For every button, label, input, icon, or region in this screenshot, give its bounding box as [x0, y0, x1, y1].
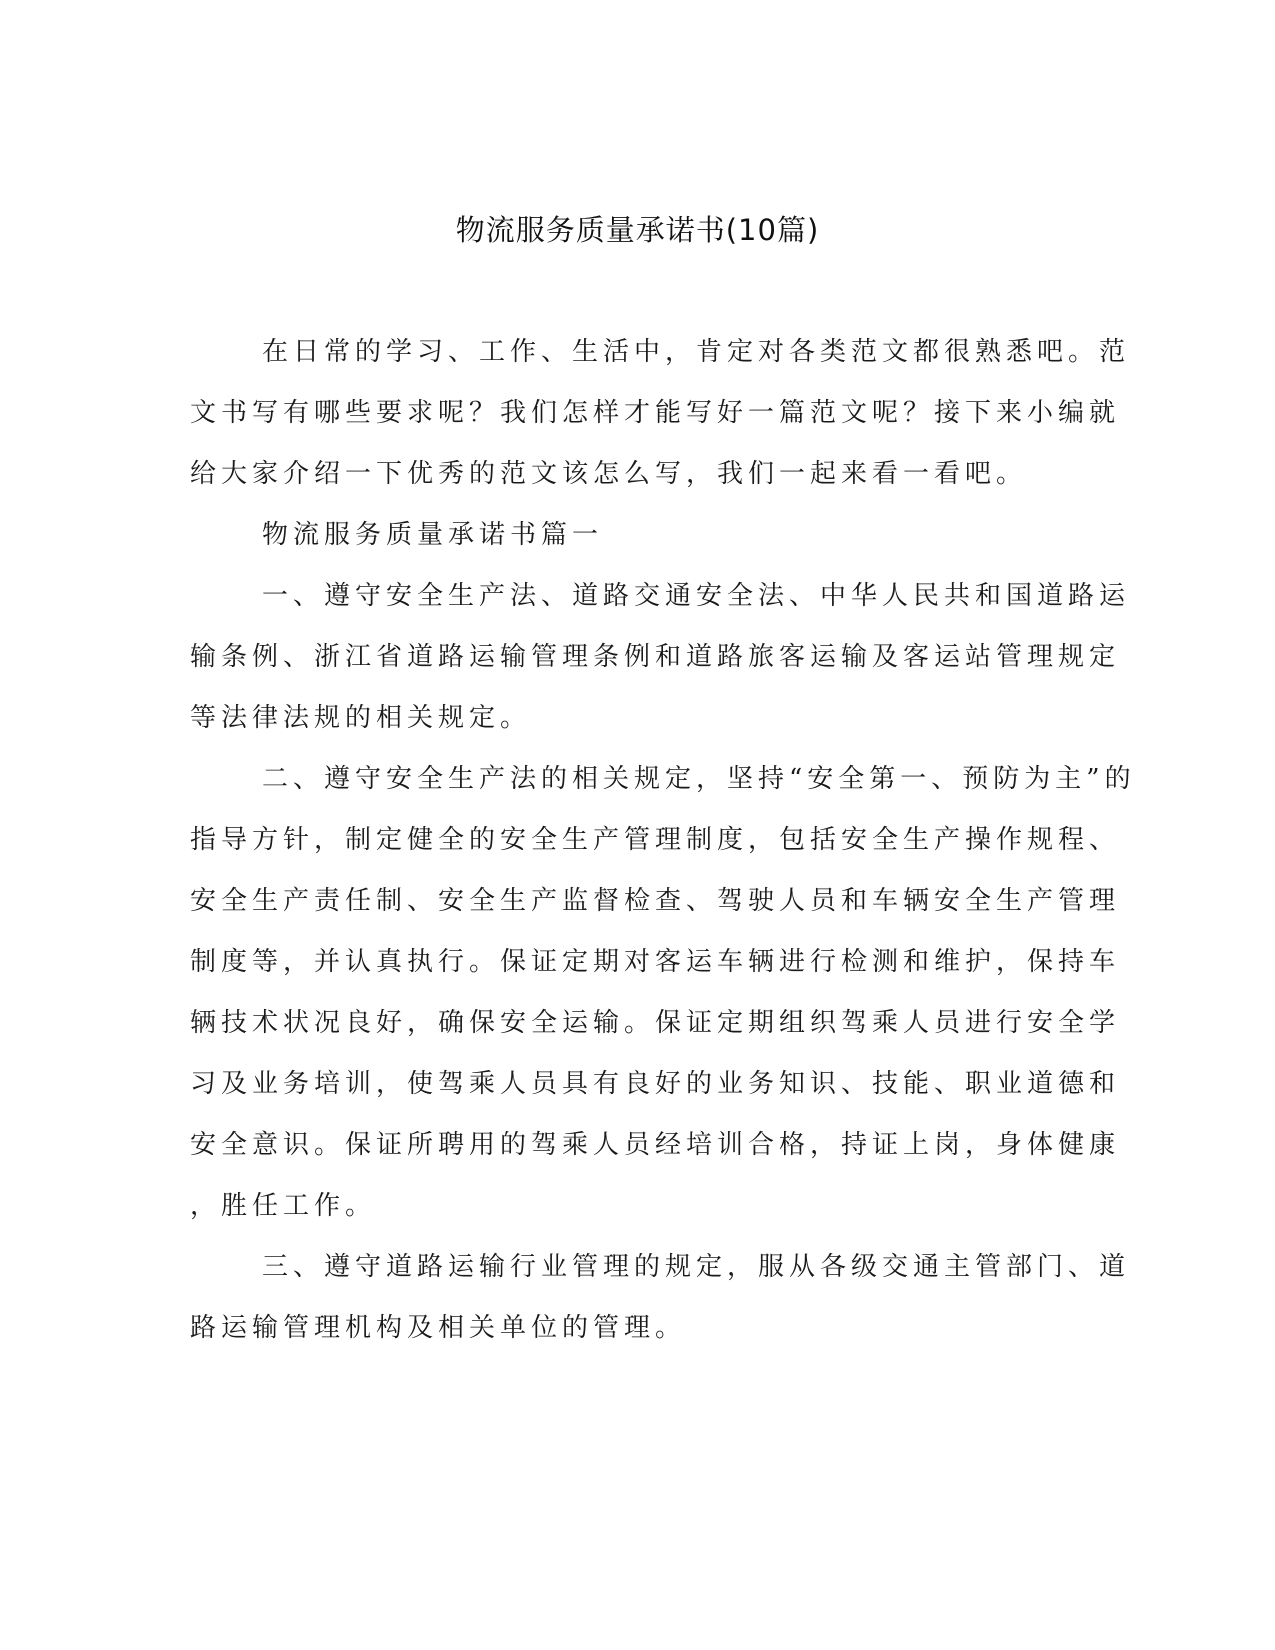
text-line: 辆技术状况良好，确保安全运输。保证定期组织驾乘人员进行安全学	[190, 1008, 1121, 1038]
text-line: 文书写有哪些要求呢？我们怎样才能写好一篇范文呢？接下来小编就	[190, 398, 1121, 428]
paragraph-intro	[190, 322, 1131, 505]
text-line: 二、遵守安全生产法的相关规定，坚持“安全第一、预防为主”的	[262, 764, 1136, 794]
text-line: 等法律法规的相关规定。	[190, 703, 532, 733]
text-line: 安全意识。保证所聘用的驾乘人员经培训合格，持证上岗，身体健康	[190, 1130, 1121, 1160]
text-line: 输条例、浙江省道路运输管理条例和道路旅客运输及客运站管理规定	[190, 642, 1121, 672]
section-heading	[190, 505, 1070, 566]
text-line: 三、遵守道路运输行业管理的规定，服从各级交通主管部门、道	[262, 1252, 1131, 1282]
document-body	[190, 322, 1136, 1359]
text-line: 物流服务质量承诺书篇一	[262, 520, 604, 550]
text-line: 路运输管理机构及相关单位的管理。	[190, 1313, 687, 1343]
text-line: 在日常的学习、工作、生活中，肯定对各类范文都很熟悉吧。范	[262, 337, 1131, 367]
text-line: ，胜任工作。	[190, 1191, 377, 1221]
text-line: 安全生产责任制、安全生产监督检查、驾驶人员和车辆安全生产管理	[190, 886, 1121, 916]
document-title: 物流服务质量承诺书(10篇)	[455, 213, 820, 247]
paragraph-item-3	[190, 1237, 1131, 1359]
paragraph-item-1	[190, 566, 1131, 749]
text-line: 一、遵守安全生产法、道路交通安全法、中华人民共和国道路运	[262, 581, 1131, 611]
text-line: 给大家介绍一下优秀的范文该怎么写，我们一起来看一看吧。	[190, 459, 1028, 489]
paragraph-item-2	[190, 749, 1136, 1237]
text-line: 习及业务培训，使驾乘人员具有良好的业务知识、技能、职业道德和	[190, 1069, 1121, 1099]
text-line: 指导方针，制定健全的安全生产管理制度，包括安全生产操作规程、	[190, 825, 1121, 855]
text-line: 制度等，并认真执行。保证定期对客运车辆进行检测和维护，保持车	[190, 947, 1121, 977]
